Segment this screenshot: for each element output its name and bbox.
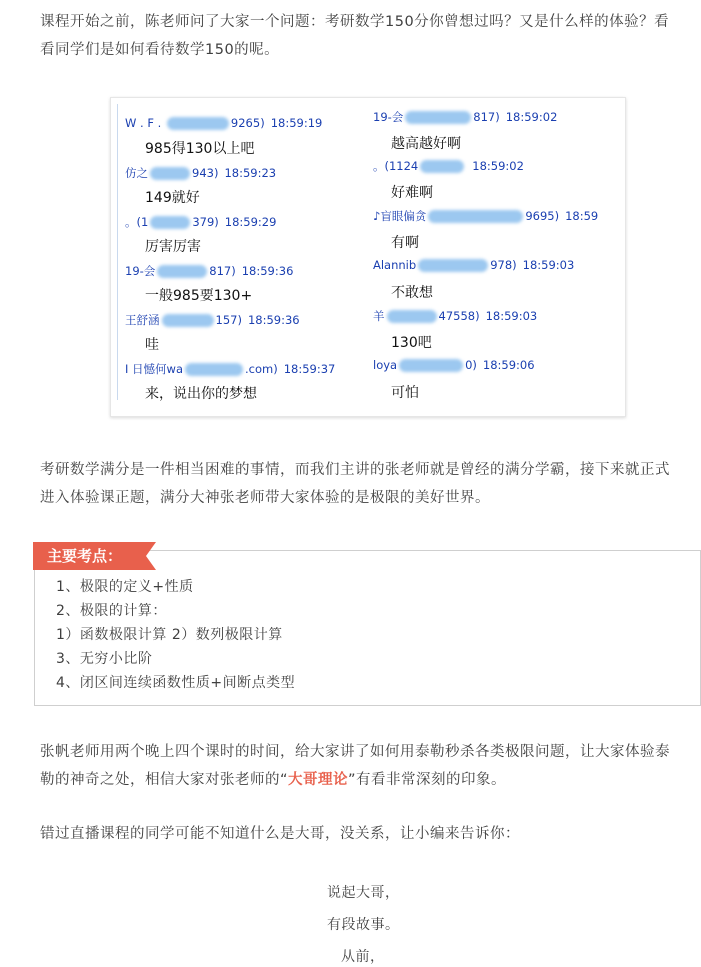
chat-message-header: 。(1124 18:59:02 (373, 159, 524, 173)
chat-message-header: 王舒涵 157) 18:59:36 (125, 313, 300, 327)
chat-divider (117, 104, 118, 400)
chat-message-header: Alannib 978) 18:59:03 (373, 258, 575, 272)
name-redaction (399, 359, 463, 372)
name-redaction (150, 216, 190, 229)
chat-message-header: ♪盲眼偏贪 9695) 18:59 (373, 209, 599, 223)
chat-message-text: 可怕 (391, 385, 419, 401)
name-redaction (405, 111, 471, 124)
chat-message-header: W . F . 9265) 18:59:19 (125, 116, 323, 130)
chat-message-text: 不敢想 (391, 285, 433, 301)
keypoint-item: 4、闭区间连续函数性质+间断点类型 (56, 675, 296, 691)
chat-screenshot (110, 97, 626, 417)
chat-message-header: Ⅰ 日憾何wa .com) 18:59:37 (125, 362, 336, 376)
name-redaction (387, 310, 437, 323)
chat-message-text: 来，说出你的梦想 (145, 386, 257, 402)
name-redaction (150, 167, 190, 180)
keypoint-item: 1、极限的定义+性质 (56, 579, 194, 595)
keypoints-title: 主要考点： (33, 542, 146, 570)
chat-message-header: 羊 47558) 18:59:03 (373, 309, 538, 323)
body-paragraph: 考研数学满分是一件相当困难的事情，而我们主讲的张老师就是曾经的满分学霸，接下来就正式进入体验课正题，满分大神张老师带大家体验的是极限的美好世界。 (40, 462, 670, 506)
chat-message-text: 有啊 (391, 235, 419, 251)
chat-message-text: 厉害厉害 (145, 239, 201, 255)
paragraph-text: 张帆老师用两个晚上四个课时的时间，给大家讲了如何用泰勒秒杀各类极限问题，让大家体验泰勒的神奇之处，相信大家对张老师的“ (40, 744, 670, 788)
highlight-term: 大哥理论 (288, 772, 349, 788)
name-redaction (418, 259, 488, 272)
name-redaction (162, 314, 214, 327)
keypoint-item: 1）函数极限计算 2）数列极限计算 (56, 627, 283, 643)
name-redaction (185, 363, 243, 376)
name-redaction (167, 117, 229, 130)
story-line: 从前， (341, 949, 385, 965)
name-redaction (157, 265, 207, 278)
keypoint-item: 2、极限的计算： (56, 603, 167, 619)
chat-message-header: 仿之 943) 18:59:23 (125, 166, 277, 180)
story-line: 有段故事。 (327, 917, 400, 933)
chat-message-text: 149就好 (145, 190, 200, 206)
chat-message-text: 越高越好啊 (391, 136, 461, 152)
chat-message-header: loya 0) 18:59:06 (373, 358, 535, 372)
body-paragraph: 错过直播课程的同学可能不知道什么是大哥，没关系，让小编来告诉你： (40, 826, 520, 842)
name-redaction (420, 160, 464, 173)
chat-message-text: 哇 (145, 337, 159, 353)
name-redaction (428, 210, 523, 223)
chat-message-text: 一般985要130+ (145, 288, 253, 304)
paragraph-text: ”有看非常深刻的印象。 (348, 772, 507, 788)
chat-message-text: 好难啊 (391, 185, 433, 201)
keypoint-item: 3、无穷小比阶 (56, 651, 153, 667)
chat-message-header: 。(1 379) 18:59:29 (125, 215, 277, 229)
chat-message-header: 19-会 817) 18:59:36 (125, 264, 294, 278)
chat-message-text: 985得130以上吧 (145, 141, 255, 157)
chat-message-header: 19-会 817) 18:59:02 (373, 110, 558, 124)
keypoints-list (56, 575, 295, 695)
intro-paragraph: 课程开始之前，陈老师问了大家一个问题：考研数学150分你曾想过吗？又是什么样的体验？看看同学们是如何看待数学150的呢。 (40, 14, 670, 58)
body-paragraph (40, 738, 680, 794)
story-line: 说起大哥， (327, 885, 400, 901)
chat-message-text: 130吧 (391, 335, 432, 351)
